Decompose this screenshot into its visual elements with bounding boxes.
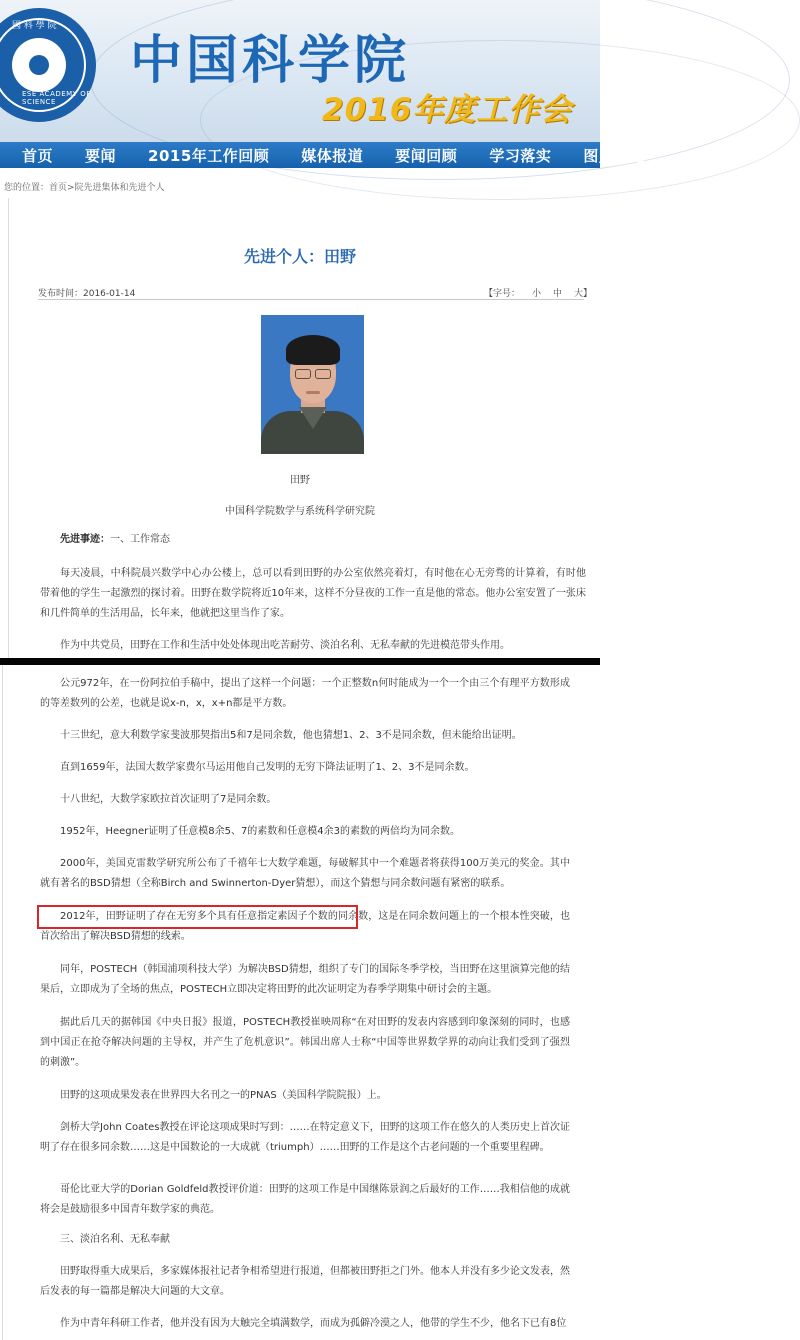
paragraph: 公元972年，在一份阿拉伯手稿中，提出了这样一个问题：一个正整数n何时能成为一个一个由三个有理平方数形成的等差数列的公差，也就是说x-n，x，x+n都是平方数。 bbox=[40, 678, 570, 709]
deeds-label: 先进事迹： bbox=[60, 534, 110, 545]
paragraph: 哥伦比亚大学的Dorian Goldfeld教授评价道：田野的这项工作是中国继陈景润之后最好的工作……我相信他的成就将会是鼓励很多中国青年数学家的典范。 bbox=[40, 1184, 570, 1215]
logo-bottom-text: ESE ACADEMY OF SCIENCE bbox=[22, 90, 91, 106]
meeting-title: 2016年度工作会 bbox=[322, 92, 573, 128]
paragraph: 田野的这项成果发表在世界四大名刊之一的PNAS（美国科学院院报）上。 bbox=[60, 1090, 387, 1101]
nav-news-review[interactable]: 要闻回顾 bbox=[395, 146, 458, 165]
cas-logo-icon[interactable] bbox=[0, 8, 96, 122]
deeds-heading bbox=[60, 530, 580, 550]
paragraph: 1952年，Heegner证明了任意模8余5、7的素数和任意模4余3的素数的两倍均为同余数。 bbox=[60, 826, 461, 837]
logo-top-text: 國 科 學 院 bbox=[12, 21, 57, 31]
paragraph: 十八世纪，大数学家欧拉首次证明了7是同余数。 bbox=[60, 794, 277, 805]
paragraph: 据此后几天的据韩国《中央日报》报道，POSTECH教授崔映周称“在对田野的发表内容感到印象深刻的同时，也感到中国正在抢夺解决问题的主导权，并产生了危机意识”。韩国出席人士称“中国等世界数学界的动向让我们受到了强烈的刺激”。 bbox=[40, 1017, 570, 1068]
nav-2015-review[interactable]: 2015年工作回顾 bbox=[148, 146, 270, 165]
logo-emblem bbox=[12, 38, 66, 92]
photo-mouth bbox=[306, 391, 320, 394]
font-size-medium-button[interactable]: 中 bbox=[553, 289, 563, 299]
person-photo bbox=[261, 315, 364, 454]
nav-news[interactable]: 要闻 bbox=[85, 146, 117, 165]
font-size-small-button[interactable]: 小 bbox=[532, 289, 542, 299]
site-title: 中国科学院 bbox=[130, 31, 411, 91]
article-title: 先进个人：田野 bbox=[243, 247, 356, 266]
paragraph: 直到1659年，法国大数学家费尔马运用他自己发明的无穷下降法证明了1、2、3不是同余数。 bbox=[60, 762, 475, 773]
photo-glasses bbox=[295, 369, 311, 379]
paragraph: 2000年，美国克雷数学研究所公布了千禧年七大数学难题，每破解其中一个难题者将获得100万美元的奖金。其中就有著名的BSD猜想（全称Birch and Swinnerton-Dyer猜想），而这个猜想与同余数问题有紧密的联系。 bbox=[40, 858, 570, 889]
photo-hair bbox=[286, 335, 340, 365]
paragraph: 田野取得重大成果后，多家媒体报社记者争相希望进行报道，但都被田野拒之门外。他本人并没有多少论文发表，然后发表的每一篇都是解决大问题的大文章。 bbox=[40, 1266, 570, 1297]
font-size-large-button[interactable]: 大】 bbox=[574, 289, 593, 299]
paragraph-highlighted: 2012年，田野证明了存在无穷多个具有任意指定素因子个数的同余数，这是在同余数问题上的一个根本性突破，也首次给出了解决BSD猜想的线索。 bbox=[40, 911, 570, 942]
meta-divider bbox=[38, 299, 584, 300]
highlight-box bbox=[37, 905, 358, 929]
paragraph: 每天凌晨，中科院晨兴数学中心办公楼上，总可以看到田野的办公室依然亮着灯，有时他在心无旁骛的计算着，有时他带着他的学生一起激烈的探讨着。田野在数学院将近10年来，这样不分昼夜的工作一直是他的常态。他办公室安置了一张床和几件简单的生活用品，长年来，他就把这里当作了家。 bbox=[40, 568, 586, 619]
paragraph: 同年，POSTECH（韩国浦项科技大学）为解决BSD猜想，组织了专门的国际冬季学校，当田野在这里演算完他的结果后，立即成为了全场的焦点，POSTECH立即决定将田野的此次证明定为春季学期集中研讨会的主题。 bbox=[40, 964, 570, 995]
paragraph: 十三世纪，意大利数学家斐波那契指出5和7是同余数，他也猜想1、2、3不是同余数，但未能给出证明。 bbox=[60, 730, 522, 741]
paragraph: 剑桥大学John Coates教授在评论这项成果时写到：……在特定意义下，田野的这项工作在悠久的人类历史上首次证明了存在很多同余数……这是中国数论的一大成就（triumph）……田野的工作是这个古老问题的一个重要里程碑。 bbox=[40, 1122, 570, 1153]
section-heading: 三、淡泊名利、无私奉献 bbox=[60, 1234, 170, 1245]
nav-media[interactable]: 媒体报道 bbox=[301, 146, 364, 165]
paragraph: 作为中共党员，田野在工作和生活中处处体现出吃苦耐劳、淡泊名利、无私奉献的先进模范带头作用。 bbox=[60, 640, 510, 651]
breadcrumb[interactable]: 您的位置：首页>院先进集体和先进个人 bbox=[4, 183, 165, 193]
main-nav bbox=[0, 142, 646, 168]
person-name: 田野 bbox=[290, 475, 310, 486]
font-size-controls bbox=[484, 286, 604, 299]
publish-time: 发布时间：2016-01-14 bbox=[38, 289, 136, 299]
font-size-label: 【字号： bbox=[484, 289, 521, 299]
person-institute: 中国科学院数学与系统科学研究院 bbox=[225, 506, 375, 517]
header-banner bbox=[0, 0, 600, 142]
nav-photos[interactable]: 图片报道 bbox=[583, 146, 646, 165]
nav-home[interactable]: 首页 bbox=[22, 146, 54, 165]
photo-glasses bbox=[315, 369, 331, 379]
deeds-section: 一、工作常态 bbox=[110, 534, 170, 545]
paragraph: 作为中青年科研工作者，他并没有因为大触完全填满数学，而成为孤僻冷漠之人，他带的学生不少，他名下已有8位 bbox=[60, 1318, 567, 1329]
screenshot-divider bbox=[0, 658, 600, 665]
nav-study[interactable]: 学习落实 bbox=[489, 146, 552, 165]
